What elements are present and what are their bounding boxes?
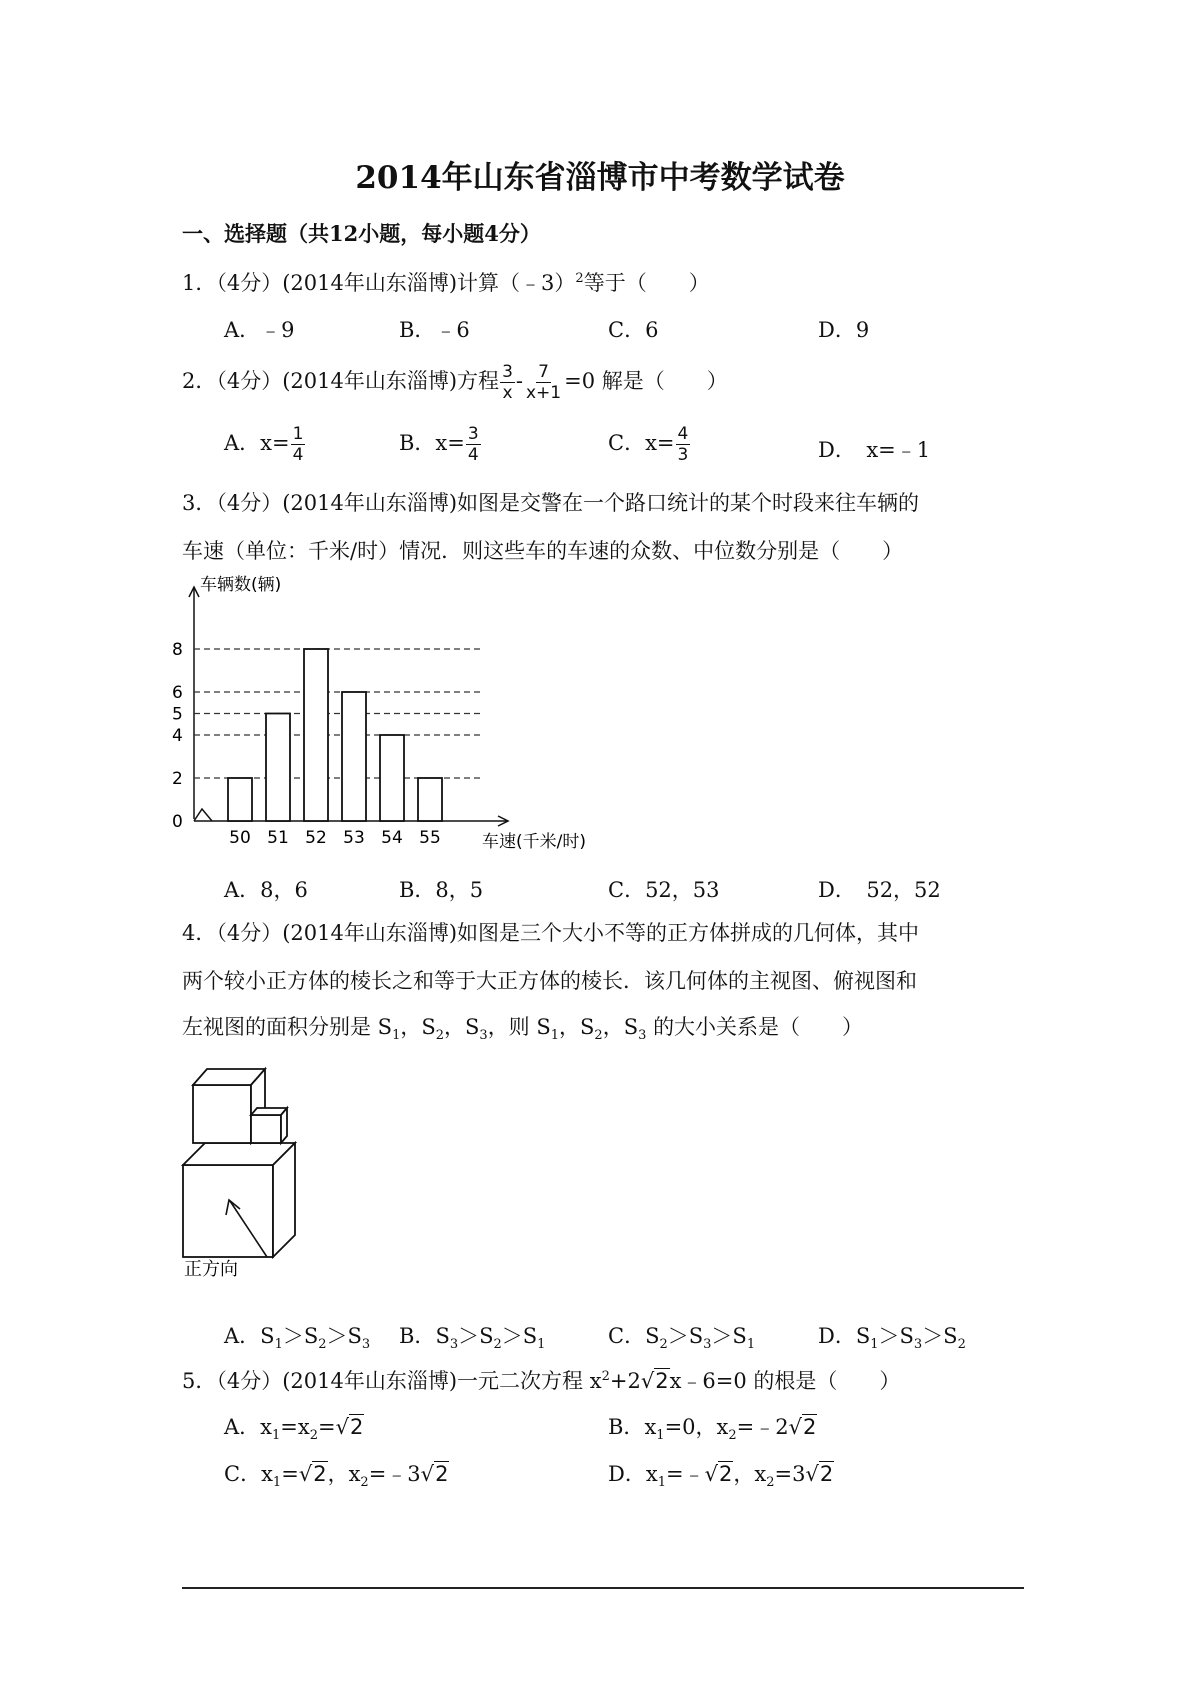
speed-bar-chart [170, 575, 620, 855]
y-tick-label: 8 [172, 640, 183, 660]
bar-55 [418, 778, 442, 821]
q2-option-c: C．x= $\frac{4}{3}$ [608, 424, 689, 465]
fraction-3-over-x: $\frac{3}{x}$ [502, 362, 513, 403]
small-cube-side [281, 1108, 287, 1143]
q3-option-b: B．8，5 [399, 878, 484, 902]
q5-option-d: D．$x_1=﹣√2$，$x_2=3√2$ [608, 1462, 834, 1491]
question-3-line-1: 3．（4分）(2014年山东淄博)如图是交警在一个路口统计的某个时段来往车辆的 [182, 491, 920, 515]
bar-51 [266, 714, 290, 822]
q1-option-c: C．6 [608, 318, 659, 342]
x-tick-label: 55 [419, 828, 441, 848]
q3-option-a: A．8，6 [224, 878, 308, 902]
bar-54 [380, 735, 404, 821]
question-4-line-2: 两个较小正方体的棱长之和等于大正方体的棱长．该几何体的主视图、俯视图和 [182, 969, 917, 993]
x-tick-label: 50 [229, 828, 251, 848]
question-1-stem: 1．（4分）(2014年山东淄博)计算（﹣3）$^2$等于（ ） [182, 271, 710, 295]
fraction-7-over-x-plus-1: $\frac{7}{x+1}$ [526, 362, 562, 403]
three-cubes-figure [170, 1055, 340, 1280]
question-4-line-3: 左视图的面积分别是 $S_1$，$S_2$，$S_3$，则 $S_1$，$S_2$，$S_3$ 的大小关系是（ ） [182, 1015, 864, 1044]
q4-option-a: A．$S_1>S_2>S_3$ [224, 1324, 371, 1353]
q4-option-d: D．$S_1>S_3>S_2$ [818, 1324, 966, 1353]
bar-52 [304, 649, 328, 821]
sqrt-2: √2 [640, 1369, 669, 1393]
y-tick-label: 0 [172, 812, 183, 832]
x-tick-label: 52 [305, 828, 327, 848]
y-tick-label: 2 [172, 769, 183, 789]
question-2-stem: 2．（4分）(2014年山东淄博)方程 $\frac{3}{x}$ - $\frac{7}{x+1}$ =0 解是（ ） [182, 362, 728, 403]
small-cube-front [251, 1115, 281, 1143]
q1-option-d: D．9 [818, 318, 870, 342]
q5-option-a: A．$x_1=x_2=√2$ [224, 1415, 364, 1444]
q5-option-b: B．$x_1=0$，$x_2=﹣2√2$ [608, 1415, 817, 1444]
q2-option-b: B．x= $\frac{3}{4}$ [399, 424, 479, 465]
x-tick-label: 53 [343, 828, 365, 848]
bar-53 [342, 692, 366, 821]
footer-rule [182, 1587, 1024, 1589]
upper-cube-front [193, 1085, 251, 1143]
large-cube-front [183, 1165, 273, 1257]
q1-option-b: B．﹣6 [399, 318, 470, 342]
question-5-stem: 5．（4分）(2014年山东淄博)一元二次方程 $x^2+2√2x﹣6=0$ 的根是（ ） [182, 1369, 901, 1393]
question-3-line-2: 车速（单位：千米/时）情况．则这些车的车速的众数、中位数分别是（ ） [182, 539, 904, 563]
question-4-line-1: 4．（4分）(2014年山东淄博)如图是三个大小不等的正方体拼成的几何体，其中 [182, 921, 920, 945]
q5-option-c: C．$x_1=√2$，$x_2=﹣3√2$ [224, 1462, 449, 1491]
q3-option-d: D． 52，52 [818, 878, 941, 902]
q3-option-c: C．52，53 [608, 878, 720, 902]
x-tick-label: 51 [267, 828, 289, 848]
section-heading: 一、选择题（共12小题，每小题4分） [182, 221, 541, 246]
bar-50 [228, 778, 252, 821]
y-tick-label: 4 [172, 726, 183, 746]
q4-option-b: B．$S_3>S_2>S_1$ [399, 1324, 546, 1353]
y-tick-label: 6 [172, 683, 183, 703]
page-title: 2014年山东省淄博市中考数学试卷 [355, 160, 845, 196]
axis-break [194, 809, 212, 821]
front-direction-label: 正方向 [184, 1259, 238, 1280]
x-axis-label: 车速(千米/时) [482, 832, 586, 852]
x-tick-label: 54 [381, 828, 403, 848]
q2-option-a: A．x= $\frac{1}{4}$ [224, 424, 304, 465]
y-axis-label: 车辆数(辆) [200, 575, 282, 595]
q2-option-d: D． x=﹣1 [818, 438, 931, 462]
y-tick-label: 5 [172, 704, 183, 725]
q4-option-c: C．$S_2>S_3>S_1$ [608, 1324, 756, 1353]
q1-option-a: A．﹣9 [224, 318, 295, 342]
